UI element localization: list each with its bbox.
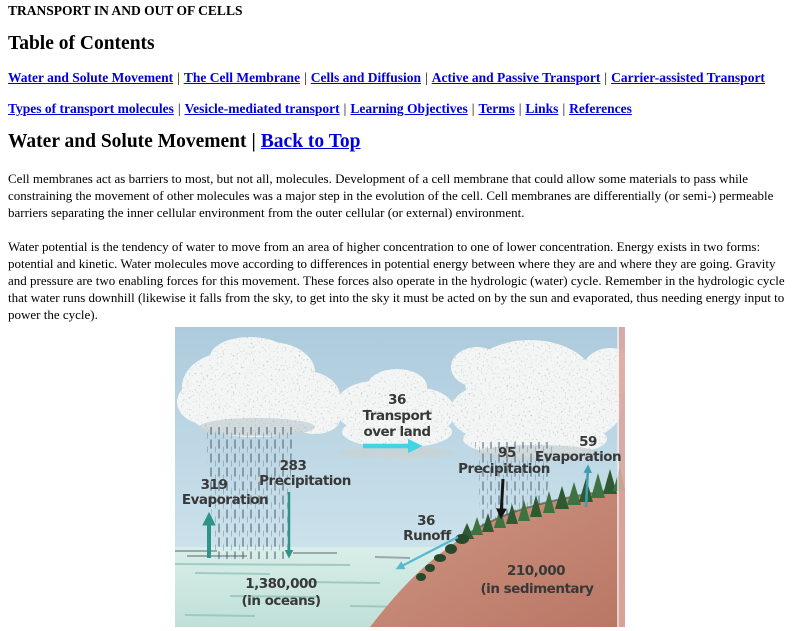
toc-link-links[interactable]: Links	[525, 101, 559, 116]
toc-link-the-cell-membrane[interactable]: The Cell Membrane	[183, 70, 301, 85]
hydrologic-cycle-figure	[175, 327, 625, 631]
page	[8, 3, 792, 631]
sediment-storage-label: (in sedimentary	[480, 581, 594, 597]
toc-separator: |	[518, 101, 522, 116]
precipitation-land-label: Precipitation	[458, 461, 550, 477]
toc-row-2	[8, 101, 792, 117]
precipitation-land-value: 95	[498, 445, 516, 461]
toc-separator: |	[177, 70, 180, 85]
evaporation-land-label: Evaporation	[534, 449, 622, 465]
sediment-storage-value: 210,000	[507, 563, 565, 579]
hydrologic-cycle-image	[175, 327, 625, 627]
evaporation-land-value: 59	[579, 434, 597, 450]
toc-separator: |	[562, 101, 566, 116]
transport-label-2: over land	[363, 424, 431, 440]
ocean-storage-value: 1,380,000	[245, 576, 317, 592]
transport-value: 36	[388, 392, 406, 408]
toc-row-1	[8, 70, 792, 86]
evaporation-ocean-label: Evaporation	[181, 492, 269, 508]
section-heading-text: Water and Solute Movement	[8, 131, 247, 152]
runoff-label: Runoff	[403, 528, 451, 544]
toc-separator: |	[604, 70, 608, 85]
precipitation-land-arrow	[501, 479, 503, 516]
ocean-storage-label: (in oceans)	[241, 593, 321, 609]
paragraph-1: Cell membranes act as barriers to most, but not all, molecules. Development of a cell membrane that could allow some materials to pass while constraining the movement of other molecules was a major step in the evolution of the cell. Cell membranes are differentially (or semi-) permeable barriers separating the inner cellular environment from the outer cellular (or external) environment.	[8, 171, 774, 220]
toc-link-water-and-solute-movement[interactable]: Water and Solute Movement	[8, 70, 174, 85]
precipitation-ocean-label: Precipitation	[259, 473, 351, 489]
toc-link-learning-objectives[interactable]: Learning Objectives	[350, 101, 468, 116]
paragraph-2: Water potential is the tendency of water to move from an area of higher concentration to one of lower concentration. Energy exists in two forms: potential and kinetic. Water molecules move according to differences in potential energy between where they are and where they are going. Gravity and pressure are two enabling forces for this movement. These forces also operate in the hydrologic (water) cycle. Remember in the hydrologic cycle that water runs downhill (likewise it falls from the sky, to get into the sky it must be acted on by the sun and evaporated, thus needing energy input to power the cycle).	[8, 239, 785, 322]
toc-link-active-and-passive-transport[interactable]: Active and Passive Transport	[431, 70, 601, 85]
toc-link-references[interactable]: References	[569, 101, 632, 116]
runoff-value: 36	[417, 513, 435, 529]
section-heading	[8, 131, 792, 153]
toc-separator: |	[471, 101, 475, 116]
transport-label-1: Transport	[362, 408, 432, 424]
back-to-top-link[interactable]: Back to Top	[260, 131, 361, 152]
toc-link-vesicle-mediated-transport[interactable]: Vesicle-mediated transport	[184, 101, 340, 116]
heading-separator: |	[251, 131, 256, 152]
toc-link-cells-and-diffusion[interactable]: Cells and Diffusion	[310, 70, 422, 85]
toc-separator: |	[304, 70, 307, 85]
toc-link-terms[interactable]: Terms	[478, 101, 515, 116]
scan-edge-strip	[619, 327, 625, 627]
page-title: TRANSPORT IN AND OUT OF CELLS	[8, 3, 243, 18]
evaporation-ocean-value: 319	[200, 477, 228, 493]
toc-separator: |	[343, 101, 347, 116]
toc-separator: |	[177, 101, 181, 116]
toc-link-types-of-transport-molecules[interactable]: Types of transport molecules	[8, 101, 174, 116]
toc-separator: |	[425, 70, 428, 85]
precipitation-ocean-value: 283	[279, 458, 307, 474]
toc-heading: Table of Contents	[8, 33, 155, 54]
toc-link-carrier-assisted-transport[interactable]: Carrier-assisted Transport	[611, 70, 765, 85]
